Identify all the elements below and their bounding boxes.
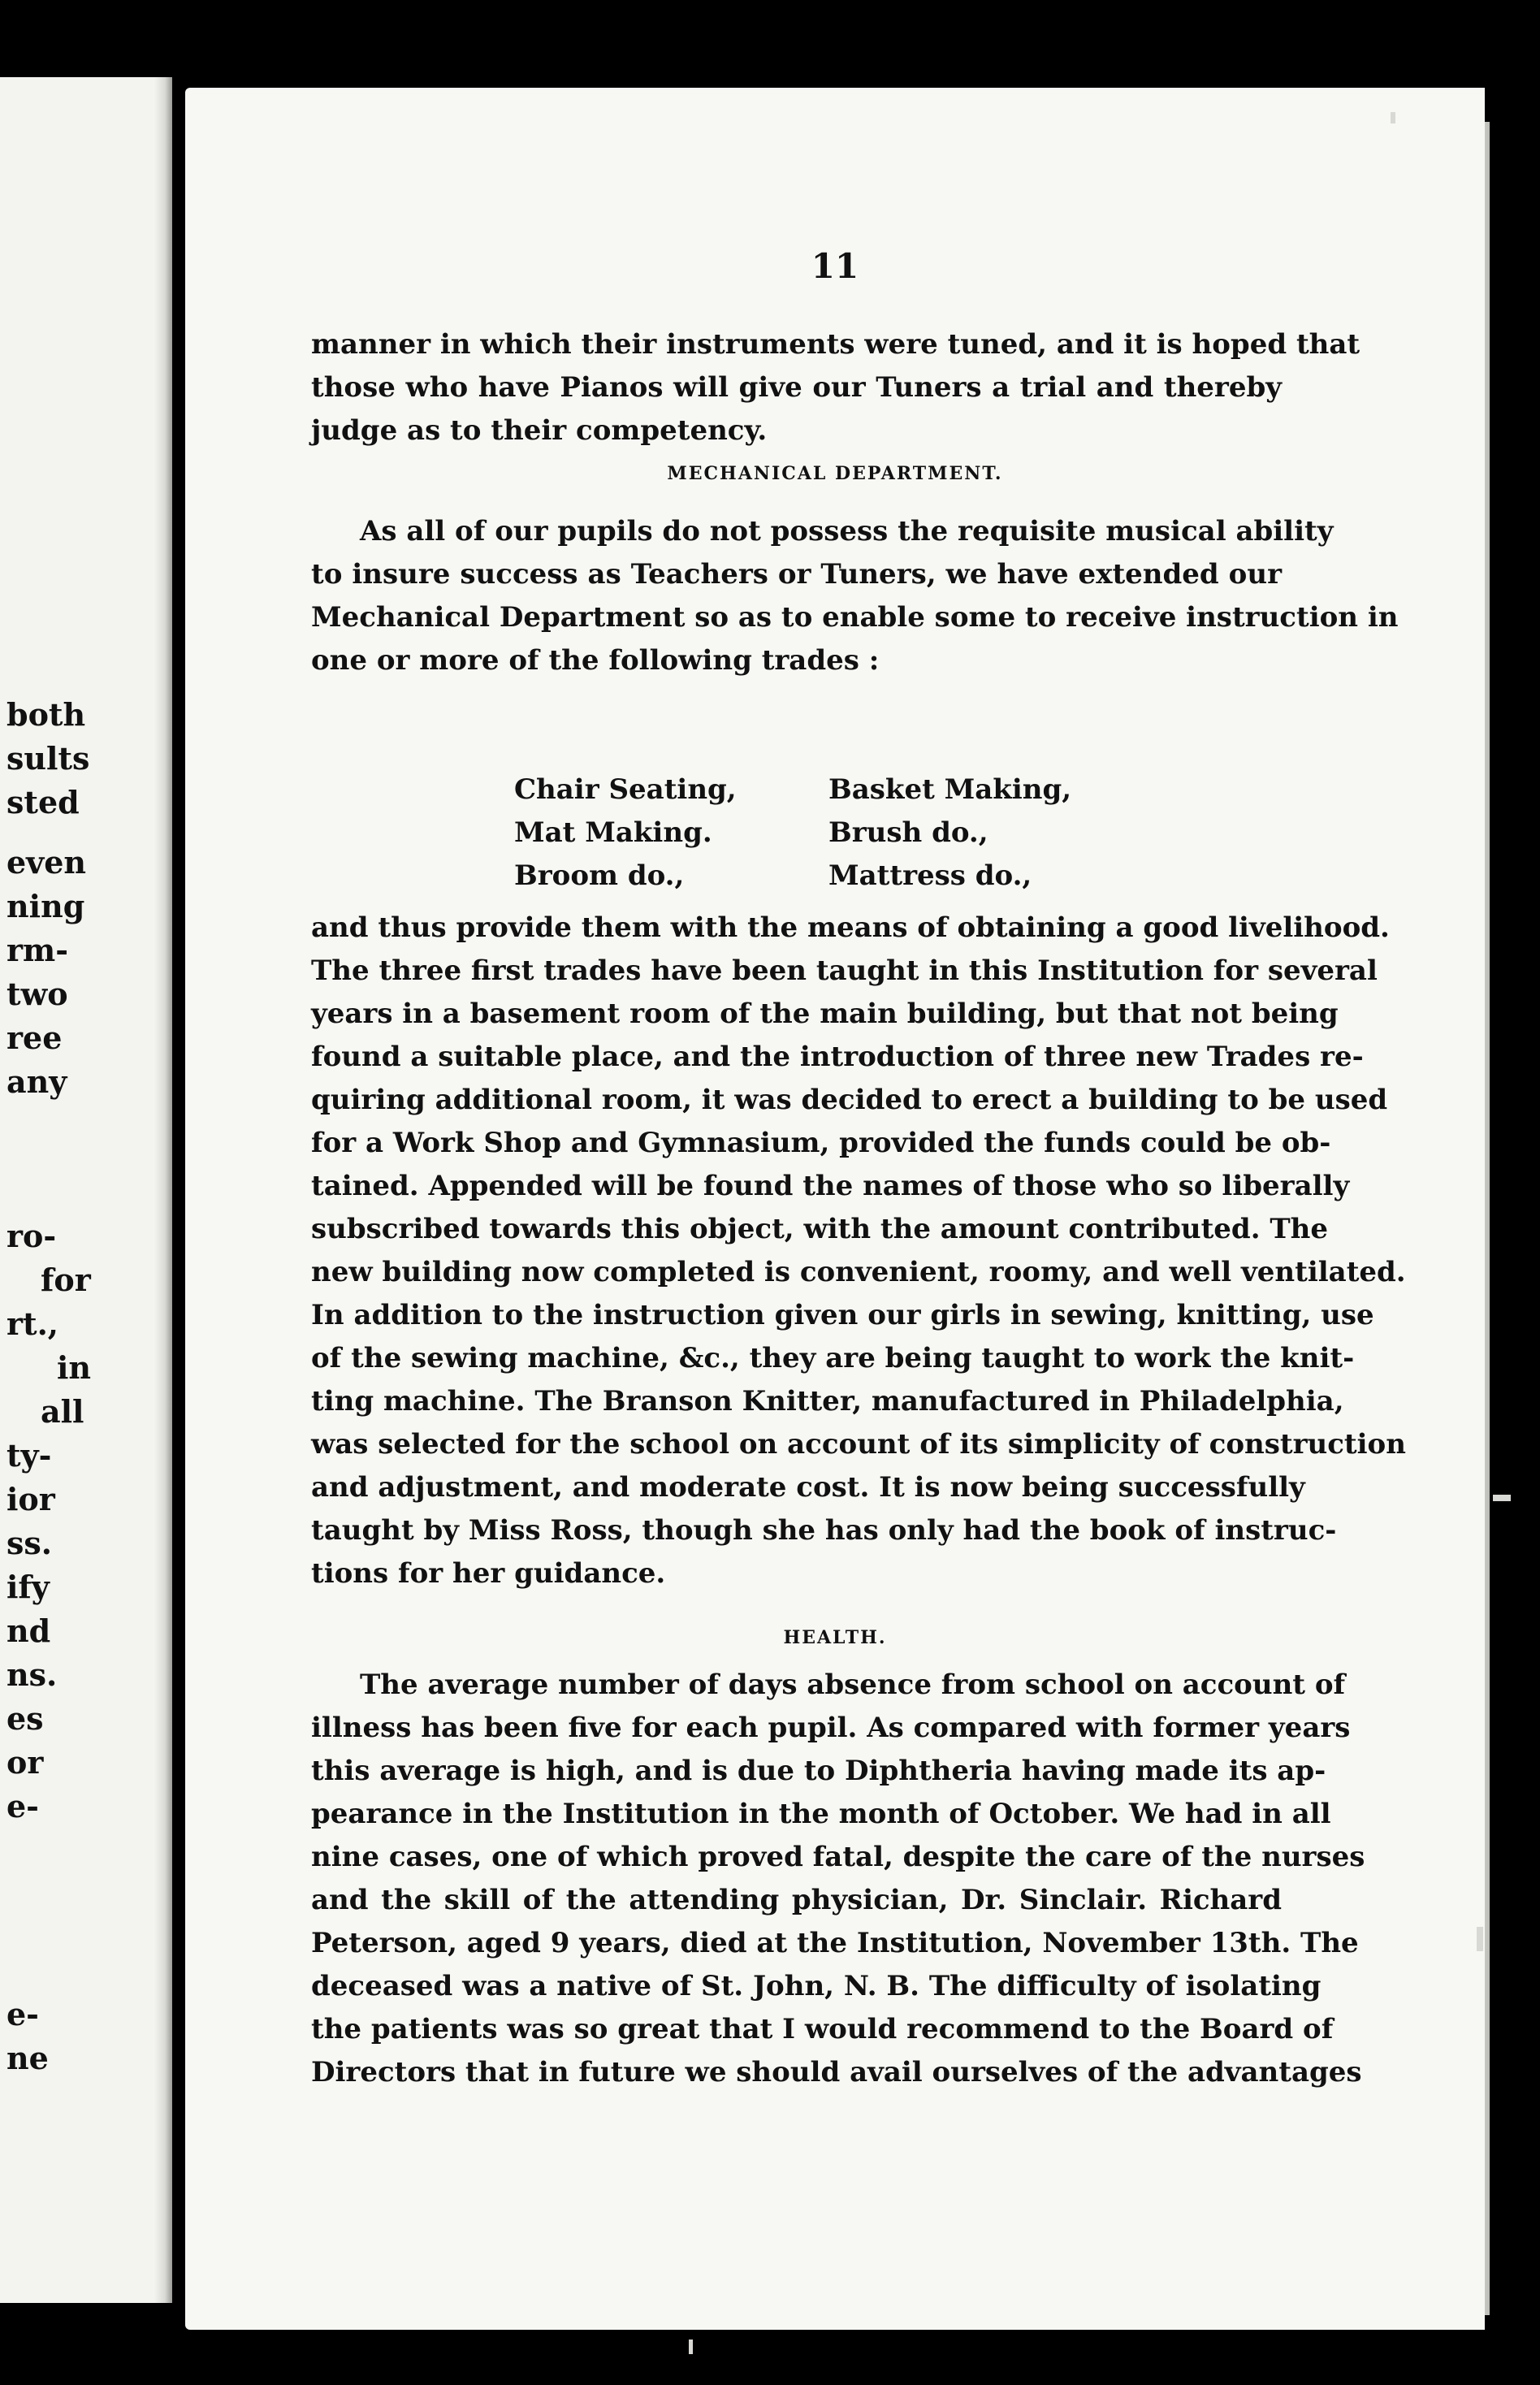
left-fragment: ty- xyxy=(6,1437,52,1474)
left-fragment: e- xyxy=(6,1788,39,1824)
text-line: taught by Miss Ross, though she has only had the book of instruc- xyxy=(311,1514,1337,1547)
mechanical-paragraph xyxy=(311,510,1399,682)
left-fragment: both xyxy=(6,696,86,733)
left-fragment: ne xyxy=(6,2040,49,2076)
left-fragment: sults xyxy=(6,740,90,777)
trade-item: Mattress do., xyxy=(828,859,1032,892)
text-line: ting machine. The Branson Knitter, manufactured in Philadelphia, xyxy=(311,1385,1344,1418)
left-fragment: ree xyxy=(6,1019,63,1056)
text-line: of the sewing machine, &c., they are being taught to work the knit- xyxy=(311,1342,1355,1374)
left-page xyxy=(0,77,172,2303)
text-line: manner in which their instruments were tuned, and it is hoped that xyxy=(311,328,1360,361)
text-line: and the skill of the attending physician, Dr. Sinclair. Richard xyxy=(311,1884,1282,1916)
text-line: and thus provide them with the means of obtaining a good livelihood. xyxy=(311,911,1390,944)
left-fragment: two xyxy=(6,976,68,1012)
left-fragment: ify xyxy=(6,1569,50,1605)
left-fragment: es xyxy=(6,1700,44,1737)
text-line: As all of our pupils do not possess the requisite musical ability xyxy=(360,515,1334,548)
text-line: tions for her guidance. xyxy=(311,1557,666,1590)
trade-item: Basket Making, xyxy=(828,773,1072,806)
text-line: and adjustment, and moderate cost. It is now being successfully xyxy=(311,1471,1305,1504)
left-fragment: ior xyxy=(6,1481,55,1517)
mechanical-continuation xyxy=(311,907,1406,1595)
text-line: this average is high, and is due to Diphtheria having made its ap- xyxy=(311,1755,1326,1787)
text-line: In addition to the instruction given our girls in sewing, knitting, use xyxy=(311,1299,1374,1331)
text-line: illness has been five for each pupil. As compared with former years xyxy=(311,1712,1351,1744)
trade-item: Mat Making. xyxy=(514,816,712,849)
text-line: for a Work Shop and Gymnasium, provided the funds could be ob- xyxy=(311,1127,1331,1159)
page-number: 11 xyxy=(811,246,859,286)
text-line: The average number of days absence from school on account of xyxy=(360,1669,1346,1701)
text-line: nine cases, one of which proved fatal, despite the care of the nurses xyxy=(311,1841,1365,1873)
text-line: subscribed towards this object, with the amount contributed. The xyxy=(311,1213,1329,1245)
left-page-edge xyxy=(154,77,172,2303)
trade-item: Broom do., xyxy=(514,859,685,892)
health-heading: HEALTH. xyxy=(783,1627,887,1648)
text-line: found a suitable place, and the introduction of three new Trades re- xyxy=(311,1041,1364,1073)
left-fragment: in xyxy=(57,1349,92,1386)
scan-speck xyxy=(689,2340,693,2354)
text-line: one or more of the following trades : xyxy=(311,644,880,677)
text-line: The three first trades have been taught in this Institution for several xyxy=(311,954,1378,987)
scan-speck xyxy=(1391,112,1395,123)
text-line: those who have Pianos will give our Tuners a trial and thereby xyxy=(311,371,1282,404)
intro-paragraph xyxy=(311,323,1360,452)
text-line: Peterson, aged 9 years, died at the Institution, November 13th. The xyxy=(311,1927,1359,1959)
text-line: to insure success as Teachers or Tuners, we have extended our xyxy=(311,558,1282,591)
left-fragment: sted xyxy=(6,784,80,820)
trades-list xyxy=(185,768,1485,907)
text-line: tained. Appended will be found the names of those who so liberally xyxy=(311,1170,1350,1202)
left-fragment: ns. xyxy=(6,1656,58,1693)
text-line: Mechanical Department so as to enable some to receive instruction in xyxy=(311,601,1399,634)
left-fragment: all xyxy=(41,1393,84,1430)
right-page xyxy=(185,88,1485,2330)
left-fragment: for xyxy=(41,1262,91,1298)
text-line: was selected for the school on account of its simplicity of construction xyxy=(311,1428,1406,1461)
left-fragment: any xyxy=(6,1063,67,1100)
left-fragment: even xyxy=(6,844,87,881)
scan-speck xyxy=(1477,1927,1483,1951)
mechanical-heading: MECHANICAL DEPARTMENT. xyxy=(667,463,1003,484)
text-line: the patients was so great that I would recommend to the Board of xyxy=(311,2013,1334,2045)
text-line: quiring additional room, it was decided to erect a building to be used xyxy=(311,1084,1388,1116)
left-fragment: rm- xyxy=(6,932,68,968)
text-line: pearance in the Institution in the month of October. We had in all xyxy=(311,1798,1331,1830)
text-line: deceased was a native of St. John, N. B. The difficulty of isolating xyxy=(311,1970,1322,2002)
trade-item: Brush do., xyxy=(828,816,988,849)
scan-speck xyxy=(1493,1495,1511,1501)
left-fragment: rt., xyxy=(6,1305,59,1342)
left-fragment: ning xyxy=(6,888,85,924)
text-line: new building now completed is convenient, roomy, and well ventilated. xyxy=(311,1256,1406,1288)
text-line: years in a basement room of the main building, but that not being xyxy=(311,998,1339,1030)
left-fragment: ro- xyxy=(6,1218,57,1254)
left-fragment: or xyxy=(6,1744,44,1781)
text-line: Directors that in future we should avail ourselves of the advantages xyxy=(311,2056,1362,2088)
left-fragment: ss. xyxy=(6,1525,53,1561)
left-fragment: e- xyxy=(6,1996,39,2032)
health-paragraph xyxy=(311,1664,1365,2094)
trade-item: Chair Seating, xyxy=(514,773,737,806)
text-line: judge as to their competency. xyxy=(311,414,768,447)
left-fragment: nd xyxy=(6,1612,51,1649)
